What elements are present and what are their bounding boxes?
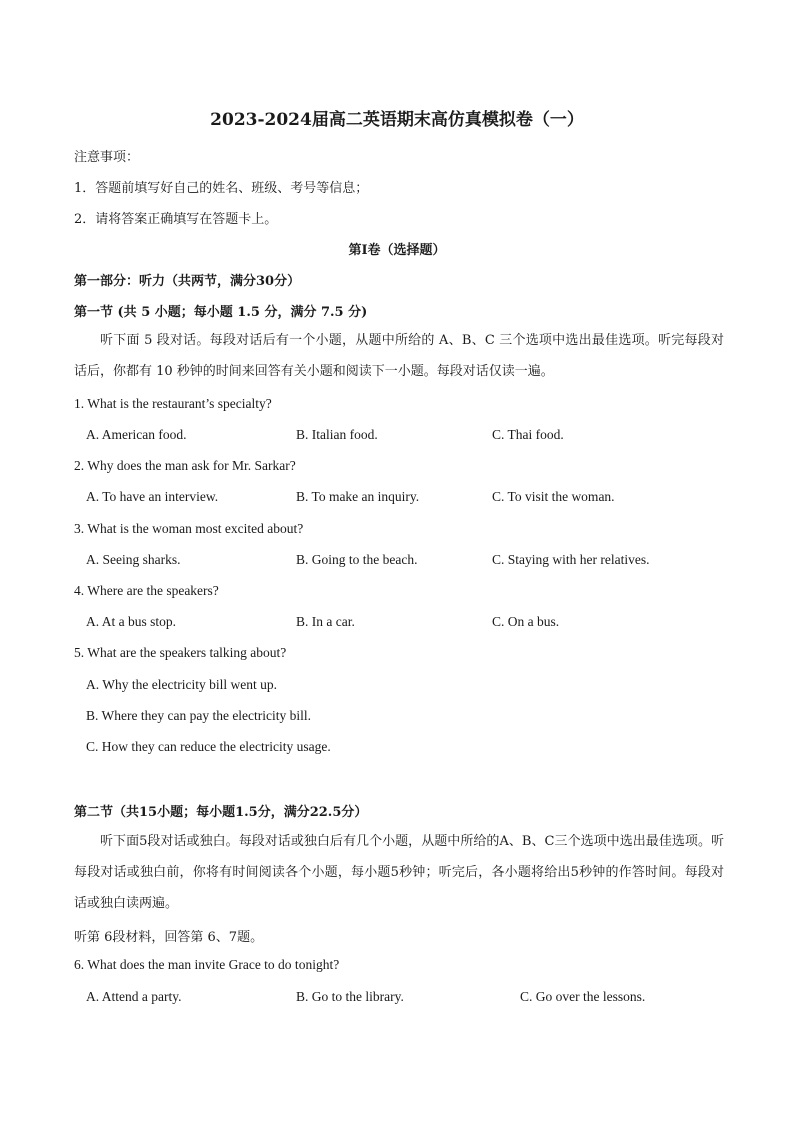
question-3: 3. What is the woman most excited about? [74,521,304,536]
exam-title: 2023-2024届高二英语期末高仿真模拟卷（一） [210,110,584,130]
q1-option-b: B. Italian food. [296,427,378,442]
question-2: 2. Why does the man ask for Mr. Sarkar? [74,458,296,473]
q6-option-b: B. Go to the library. [296,989,404,1004]
q1-option-c: C. Thai food. [492,427,564,442]
q4-option-a: A. At a bus stop. [86,614,177,629]
question-5: 5. What are the speakers talking about? [74,645,287,660]
question-1: 1. What is the restaurant’s specialty? [74,396,272,411]
q5-option-b: B. Where they can pay the electricity bill. [86,708,312,723]
q3-option-a: A. Seeing sharks. [86,552,181,567]
q2-option-a: A. To have an interview. [86,489,219,504]
q2-option-b: B. To make an inquiry. [296,489,420,504]
section1-title: 第一节 (共 5 小题；每小题 1.5 分，满分 7.5 分) [74,305,368,320]
q3-option-c: C. Staying with her relatives. [492,552,650,567]
q1-option-a: A. American food. [86,427,187,442]
volume-title: 第I卷（选择题） [348,243,446,258]
question-4: 4. Where are the speakers? [74,583,219,598]
section2-instructions: 听下面5段对话或独白。每段对话或独白后有几个小题，从题中所给的A、B、C三个选项中选出最佳选项。听每段对话或独白前，你将有时间阅读各个小题，每小题5秒钟；听完后，各小题将给出5秒钟的作答时间。每段对话或独白读两遍。 [74,834,724,911]
q6-option-c: C. Go over the lessons. [520,989,646,1004]
section1-instructions: 听下面 5 段对话。每段对话后有一个小题，从题中所给的 A、B、C 三个选项中选出最佳选项。听完每段对话后，你都有 10 秒钟的时间来回答有关小题和阅读下一小题。每段对话仅读一遍。 [74,333,724,379]
q5-option-c: C. How they can reduce the electricity usage. [86,739,331,754]
material-note: 听第 6段材料，回答第 6、7题。 [74,930,264,945]
q4-option-b: B. In a car. [296,614,355,629]
notice-heading: 注意事项： [74,150,140,165]
notice-item-2: 2．请将答案正确填写在答题卡上。 [74,212,278,227]
section2-title: 第二节（共15小题；每小题1.5分，满分22.5分） [74,805,368,820]
q5-option-a: A. Why the electricity bill went up. [86,677,277,692]
q3-option-b: B. Going to the beach. [296,552,418,567]
part1-title: 第一部分：听力（共两节，满分30分） [74,274,301,289]
notice-item-1: 1．答题前填写好自己的姓名、班级、考号等信息； [74,181,369,196]
q6-option-a: A. Attend a party. [86,989,182,1004]
question-6: 6. What does the man invite Grace to do tonight? [74,957,340,972]
q2-option-c: C. To visit the woman. [492,489,615,504]
q4-option-c: C. On a bus. [492,614,560,629]
